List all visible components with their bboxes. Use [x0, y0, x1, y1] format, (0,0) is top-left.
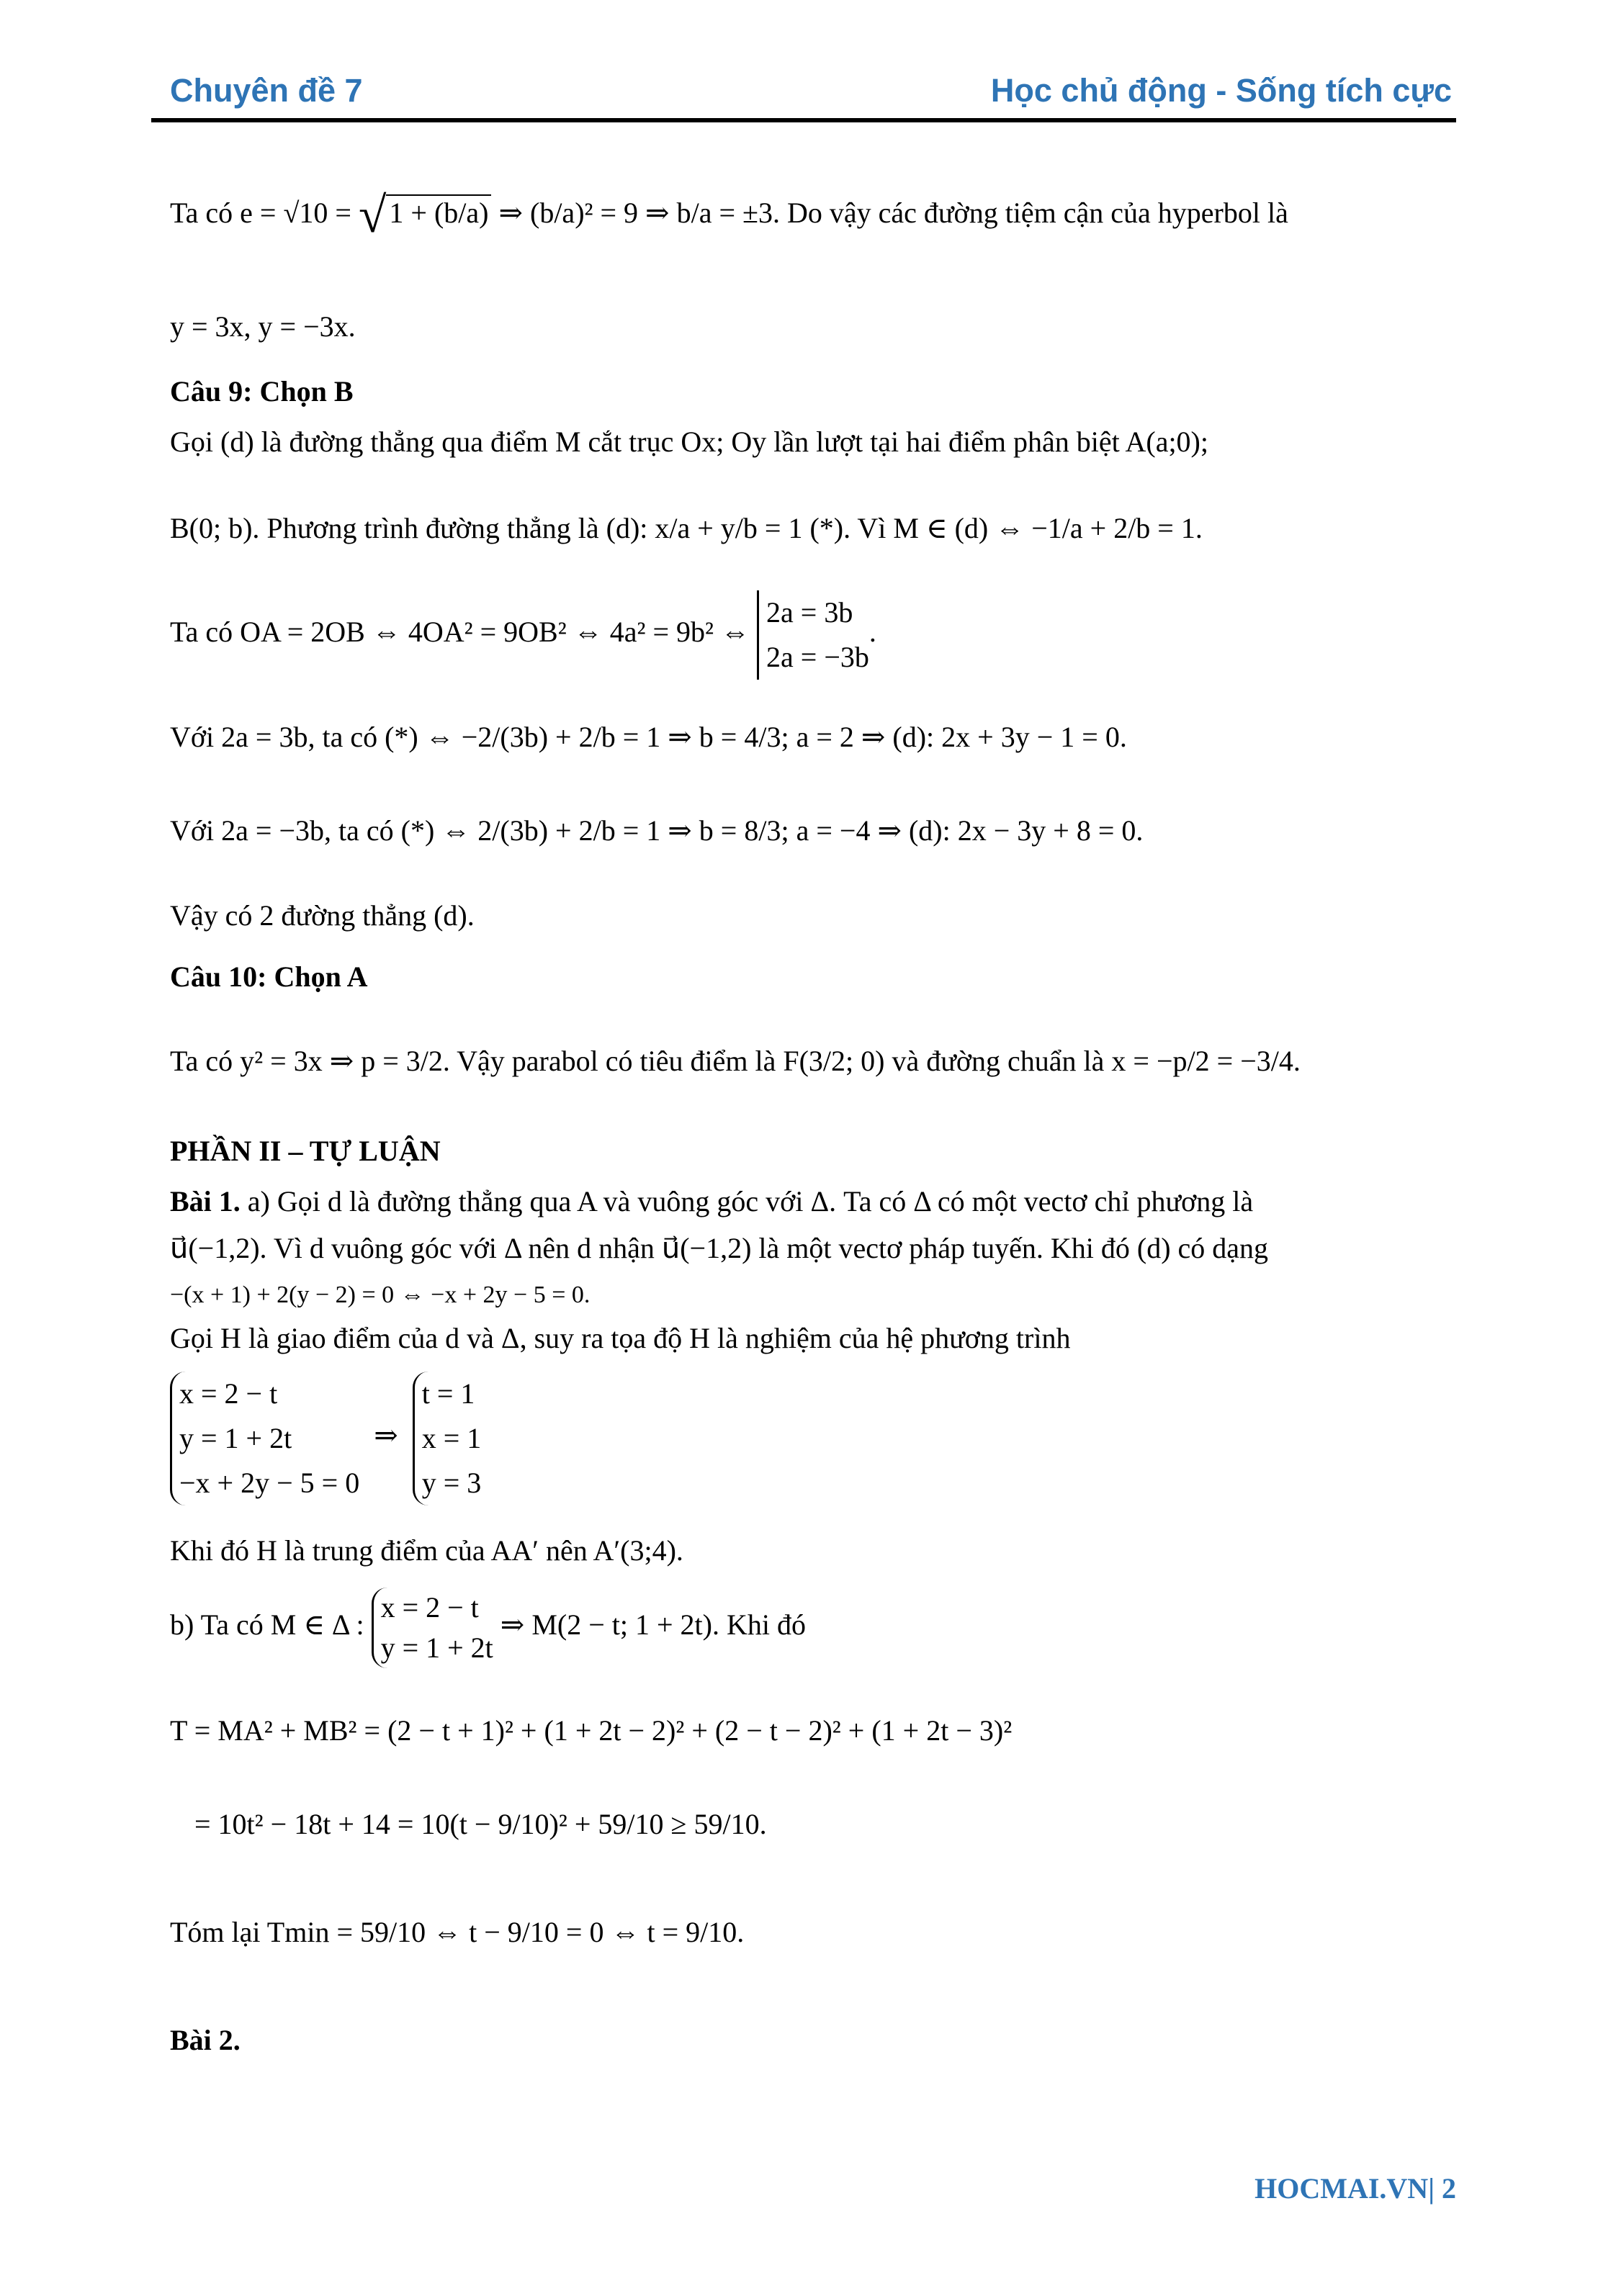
heading-cau10: Câu 10: Chọn A — [170, 960, 368, 993]
sys1-eq2: y = 1 + 2t — [179, 1422, 292, 1454]
line-parabol: Ta có y² = 3x ⇒ p = 3/2. Vậy parabol có tiêu điểm là F(3/2; 0) và đường chuẩn là x = −p/2 = −3/4. — [170, 1045, 1301, 1077]
line-case-1: Với 2a = 3b, ta có (*) ⇔ −2/(3b) + 2/b = 1 ⇒ b = 4/3; a = 2 ⇒ (d): 2x + 3y − 1 = 0. — [170, 721, 1127, 753]
b-part-c: ⇒ M(2 − t; 1 + 2t). Khi đó — [500, 1608, 806, 1642]
page-header — [170, 72, 1452, 122]
b-part-a: b) Ta có M ∈ Δ : — [170, 1608, 364, 1642]
line-bai1-5: Khi đó H là trung điểm của AA′ nên A′(3;4). — [170, 1534, 683, 1567]
line-bai1-4: Gọi H là giao điểm của d và Δ, suy ra tọa độ H là nghiệm của hệ phương trình — [170, 1322, 1071, 1354]
implies-arrow: ⇒ — [374, 1419, 398, 1452]
header-rule — [151, 118, 1456, 122]
sys2-eq3: y = 3 — [421, 1467, 482, 1499]
system-left — [170, 1372, 359, 1505]
bai1-label: Bài 1. — [170, 1185, 241, 1217]
system-b — [372, 1588, 493, 1668]
sys2-eq2: x = 1 — [421, 1422, 482, 1454]
line-oa-ob: Ta có OA = 2OB ⇔ 4OA² = 9OB² ⇔ 4a² = 9b² ⇔ 2a = 3b 2a = −3b . — [170, 590, 876, 680]
ecc-c: ⇒ (b/a)² = 9 ⇒ b/a = ±3. Do vậy các đường tiệm cận của hyperbol là — [498, 197, 1288, 229]
ecc-a: Ta có e = √10 = — [170, 197, 359, 229]
line-t2: = 10t² − 18t + 14 = 10(t − 9/10)² + 59/10 ≥ 59/10. — [194, 1808, 767, 1840]
slogan: Học chủ động - Sống tích cực — [990, 72, 1452, 109]
case-1: 2a = 3b — [766, 596, 853, 629]
line-t1: T = MA² + MB² = (2 − t + 1)² + (1 + 2t − 2)² + (2 − t − 2)² + (1 + 2t − 3)² — [170, 1714, 1013, 1747]
sys1-eq3: −x + 2y − 5 = 0 — [179, 1467, 360, 1499]
case-2: 2a = −3b — [766, 641, 869, 673]
line-asymptotes: y = 3x, y = −3x. — [170, 310, 356, 343]
line-conclusion-9: Vậy có 2 đường thẳng (d). — [170, 899, 475, 932]
page-footer: HOCMAI.VN| 2 — [1254, 2172, 1456, 2205]
bai1-text: a) Gọi d là đường thẳng qua A và vuông góc với Δ. Ta có Δ có một vectơ chỉ phương là — [240, 1185, 1254, 1217]
line-t3: Tóm lại Tmin = 59/10 ⇔ t − 9/10 = 0 ⇔ t = 9/10. — [170, 1916, 745, 1948]
heading-cau9: Câu 9: Chọn B — [170, 375, 354, 408]
line-bai1-2: u⃗(−1,2). Vì d vuông góc với Δ nên d nhận u⃗(−1,2) là một vectơ pháp tuyến. Khi đó (d) có dạng — [170, 1232, 1269, 1264]
line-pt-duong-thang: B(0; b). Phương trình đường thẳng là (d): x/a + y/b = 1 (*). Vì M ∈ (d) ⇔ −1/a + 2/b = 1. — [170, 512, 1203, 544]
equation-system — [170, 1372, 481, 1505]
oa-ob-text: Ta có OA = 2OB ⇔ 4OA² = 9OB² ⇔ 4a² = 9b² ⇔ — [170, 616, 750, 649]
sys2-eq1: t = 1 — [421, 1377, 475, 1410]
line-goi-d: Gọi (d) là đường thẳng qua điểm M cắt trục Ox; Oy lần lượt tại hai điểm phân biệt A(a;0); — [170, 426, 1208, 458]
heading-phan2: PHẦN II – TỰ LUẬN — [170, 1135, 441, 1167]
line-bai1-1 — [170, 1184, 1253, 1219]
chapter-title: Chuyên đề 7 — [170, 72, 363, 109]
line-eccentricity: Ta có e = √10 = √ 1 + (b/a) ⇒ (b/a)² = 9 ⇒ b/a = ±3. Do vậy các đường tiệm cận của hyperbol là — [170, 187, 1288, 243]
system-right — [413, 1372, 482, 1505]
case-bracket — [757, 590, 869, 680]
sysb-eq1: x = 2 − t — [380, 1591, 479, 1624]
line-bai1-b — [170, 1588, 806, 1668]
sysb-eq2: y = 1 + 2t — [380, 1631, 493, 1664]
sys1-eq1: x = 2 − t — [179, 1377, 278, 1410]
ecc-b: 1 + (b/a) — [386, 194, 491, 230]
line-bai1-3: −(x + 1) + 2(y − 2) = 0 ⇔ −x + 2y − 5 = 0. — [170, 1282, 591, 1308]
line-case-2: Với 2a = −3b, ta có (*) ⇔ 2/(3b) + 2/b = 1 ⇒ b = 8/3; a = −4 ⇒ (d): 2x − 3y + 8 = 0. — [170, 814, 1144, 847]
heading-bai2: Bài 2. — [170, 2024, 241, 2056]
